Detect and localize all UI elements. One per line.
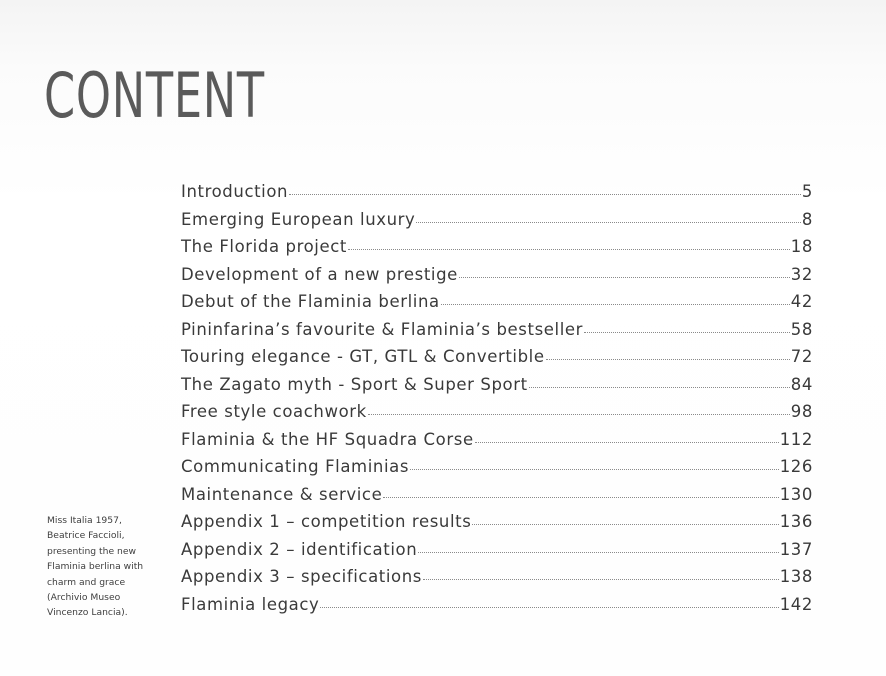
toc-entry-title: Maintenance & service (181, 484, 383, 504)
toc-entry-page-number: 98 (790, 402, 813, 421)
toc-entry-page-number: 58 (790, 319, 813, 339)
toc-entry-page-number: 137 (779, 539, 813, 559)
toc-entry (181, 485, 813, 513)
caption-line: Flaminia berlina with (47, 561, 144, 573)
toc-entry (181, 347, 813, 375)
page-title: CONTENT (44, 59, 265, 132)
toc-entry-title: Appendix 2 – identification (181, 539, 418, 559)
toc-entry (181, 512, 813, 540)
toc-entry-page-number: 5 (801, 182, 813, 201)
dot-leader (475, 442, 779, 443)
dot-leader (320, 607, 778, 608)
caption-line: Beatrice Faccioli, (47, 530, 125, 542)
caption-line: Vincenzo Lancia). (47, 607, 128, 619)
table-of-contents (181, 182, 813, 622)
toc-entry (181, 402, 813, 430)
dot-leader (441, 304, 790, 305)
toc-entry (181, 210, 813, 238)
dot-leader (418, 552, 778, 553)
toc-entry (181, 292, 813, 320)
toc-entry-title: The Florida project (181, 237, 347, 256)
caption-line: presenting the new (47, 545, 137, 557)
dot-leader (368, 414, 790, 415)
toc-entry-page-number: 72 (790, 347, 813, 366)
caption-line: Miss Italia 1957, (47, 515, 122, 526)
dot-leader (410, 469, 779, 470)
dot-leader (472, 524, 778, 525)
photo-caption (47, 513, 167, 621)
toc-entry (181, 237, 813, 265)
toc-entry (181, 457, 813, 485)
dot-leader (584, 332, 790, 333)
dot-leader (348, 249, 790, 250)
toc-entry-title: The Zagato myth - Sport & Super Sport (181, 374, 528, 394)
toc-entry-page-number: 142 (779, 594, 813, 614)
toc-entry-title: Debut of the Flaminia berlina (181, 292, 440, 311)
toc-entry-title: Touring elegance - GT, GTL & Convertible (181, 347, 545, 366)
toc-entry-title: Appendix 3 – specifications (181, 567, 423, 586)
toc-entry (181, 182, 813, 210)
toc-entry-title: Flaminia legacy (181, 594, 320, 614)
dot-leader (546, 359, 790, 360)
toc-entry-page-number: 84 (790, 374, 813, 394)
toc-entry-page-number: 136 (779, 512, 813, 531)
toc-entry (181, 540, 813, 568)
toc-entry-page-number: 18 (790, 237, 813, 256)
dot-leader (423, 579, 779, 580)
toc-entry-page-number: 8 (801, 209, 813, 229)
toc-entry (181, 320, 813, 348)
toc-entry (181, 567, 813, 595)
toc-entry (181, 265, 813, 293)
toc-entry-page-number: 130 (779, 484, 813, 504)
toc-entry-page-number: 42 (790, 292, 813, 311)
toc-entry-page-number: 32 (790, 264, 813, 284)
toc-entry-page-number: 138 (779, 567, 813, 586)
toc-entry-title: Development of a new prestige (181, 264, 458, 284)
toc-entry-title: Communicating Flaminias (181, 457, 410, 476)
toc-entry-title: Appendix 1 – competition results (181, 512, 472, 531)
toc-entry-title: Emerging European luxury (181, 209, 416, 229)
caption-line: charm and grace (47, 576, 126, 588)
dot-leader (459, 277, 790, 278)
dot-leader (383, 497, 778, 498)
toc-entry (181, 430, 813, 458)
toc-entry-title: Introduction (181, 182, 289, 201)
toc-entry-title: Pininfarina’s favourite & Flaminia’s bestseller (181, 319, 584, 339)
toc-entry-page-number: 126 (779, 457, 813, 476)
dot-leader (416, 222, 800, 223)
dot-leader (529, 387, 790, 388)
caption-line: (Archivio Museo (47, 592, 121, 604)
toc-entry-title: Free style coachwork (181, 402, 367, 421)
toc-entry (181, 595, 813, 623)
toc-entry (181, 375, 813, 403)
toc-entry-page-number: 112 (779, 429, 813, 449)
dot-leader (289, 194, 801, 195)
toc-entry-title: Flaminia & the HF Squadra Corse (181, 429, 474, 449)
